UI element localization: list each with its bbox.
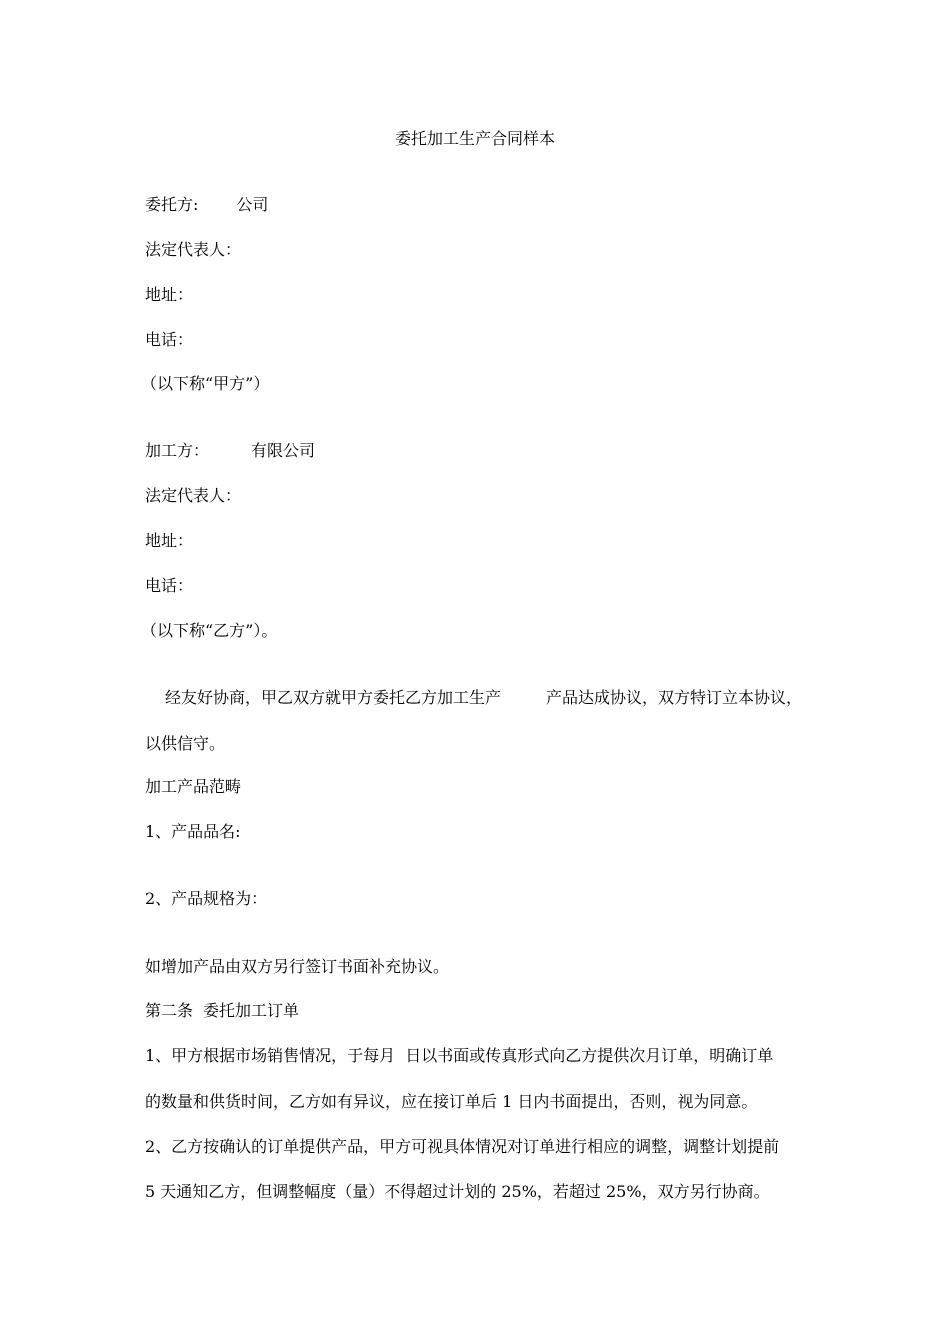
- party-a-name-line: [145, 194, 268, 216]
- party-b-representative: 法定代表人：: [145, 486, 242, 505]
- party-a-representative: 法定代表人：: [145, 240, 242, 259]
- section-2-paragraph-2-line-1: 2、乙方按确认的订单提供产品，甲方可视具体情况对订单进行相应的调整，调整计划提前: [145, 1137, 780, 1156]
- party-b-name-line: [145, 440, 315, 462]
- preamble-line-1: [165, 687, 802, 709]
- preamble-line-1-part-b: 产品达成协议，双方特订立本协议，: [546, 688, 803, 707]
- party-b-name-value: 有限公司: [251, 441, 316, 460]
- party-a-phone: 电话：: [145, 330, 194, 349]
- section-1-item-1: 1、产品品名:: [145, 822, 241, 841]
- section-2-heading-text: 委托加工订单: [203, 1001, 300, 1020]
- party-a-address: 地址：: [145, 285, 194, 304]
- section-1-note: 如增加产品由双方另行签订书面补充协议。: [145, 957, 450, 976]
- section-2-paragraph-2-line-2: 5 天通知乙方，但调整幅度（量）不得超过计划的 25%，若超过 25%，双方另行协商。: [145, 1182, 770, 1201]
- section-2-paragraph-1-line-2: 的数量和供货时间，乙方如有异议，应在接订单后 1 日内书面提出，否则，视为同意。: [145, 1092, 758, 1111]
- section-2-p1-line-1-part-b: 日以书面或传真形式向乙方提供次月订单，明确订单: [405, 1046, 774, 1065]
- section-2-heading: [145, 1000, 299, 1022]
- party-b-alias: （以下称“乙方”）。: [141, 621, 278, 640]
- section-1-item-2: 2、产品规格为：: [145, 889, 268, 908]
- preamble-line-1-part-a: 经友好协商，甲乙双方就甲方委托乙方加工生产: [165, 688, 502, 707]
- section-2-heading-number: 第二条: [145, 1001, 194, 1020]
- section-2-paragraph-1-line-1: [145, 1045, 773, 1067]
- section-1-heading: 加工产品范畴: [145, 777, 242, 796]
- party-b-phone: 电话：: [145, 576, 194, 595]
- preamble-line-2: 以供信守。: [145, 734, 226, 753]
- section-2-p1-line-1-part-a: 1、甲方根据市场销售情况，于每月: [145, 1046, 396, 1065]
- party-a-name-value: 公司: [236, 195, 269, 214]
- document-title: 委托加工生产合同样本: [394, 129, 555, 148]
- party-a-name-label: 委托方:: [145, 195, 199, 214]
- party-b-name-label: 加工方：: [145, 441, 210, 460]
- party-a-alias: （以下称“甲方”）: [141, 374, 270, 393]
- party-b-address: 地址：: [145, 531, 194, 550]
